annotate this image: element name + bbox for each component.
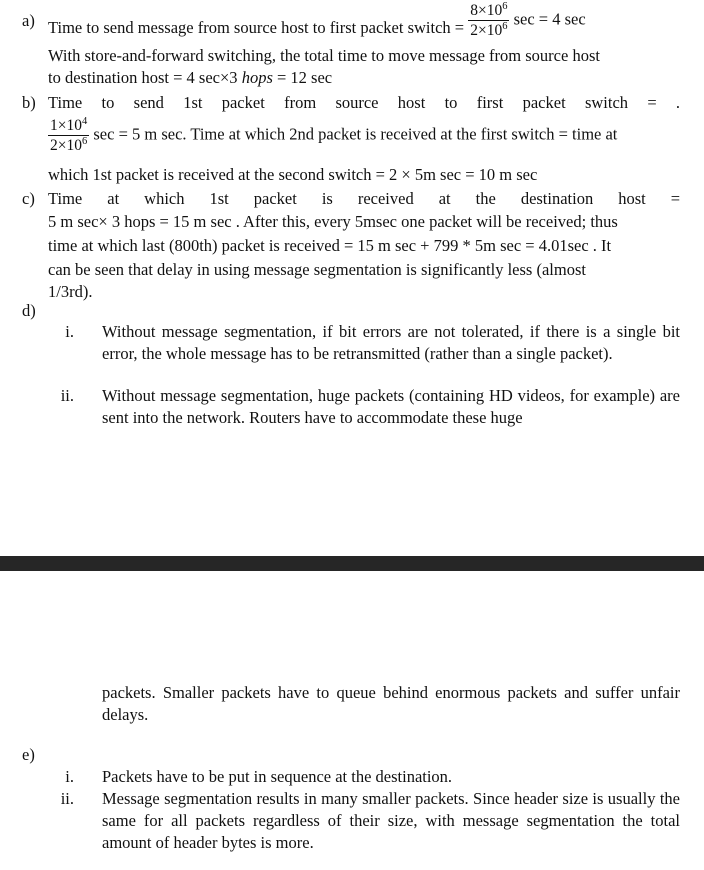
answer-a-line-3 <box>48 67 332 89</box>
answer-b-fraction <box>48 116 89 155</box>
word: Time <box>48 189 83 208</box>
answer-d-item-2-text: Without message segmentation, huge packets (containing HD videos, for example) are sent into the network. Routers have to accommodate these huge <box>102 386 680 427</box>
word: which <box>144 189 185 208</box>
word: host <box>618 189 646 208</box>
word: first <box>476 93 504 112</box>
answer-c-line-1 <box>48 188 680 210</box>
answer-d-continuation: packets. Smaller packets have to queue behind enormous packets and suffer unfair delays. <box>102 683 680 724</box>
word: switch <box>584 93 629 112</box>
word: = <box>647 93 657 112</box>
numerator-exponent: 6 <box>502 1 508 12</box>
answer-e-item-1-text: Packets have to be put in sequence at the destination. <box>102 767 453 786</box>
word: from <box>284 93 317 112</box>
answer-e-item-1-number: i. <box>65 767 74 786</box>
answer-c-line-5: 1/3rd). <box>48 282 93 301</box>
numerator-exponent: 4 <box>82 116 88 127</box>
answer-c-line-4: can be seen that delay in using message segmentation is significantly less (almost <box>48 260 586 279</box>
word: send <box>133 93 164 112</box>
answer-a-label: a) <box>22 11 35 30</box>
word: received <box>357 189 414 208</box>
answer-c-label: c) <box>22 189 35 208</box>
word: the <box>475 189 496 208</box>
word: Time <box>48 93 83 112</box>
answer-d-item-2-number: ii. <box>60 386 74 405</box>
answer-a-line-3-hops: hops <box>241 68 273 87</box>
answer-b-line-3: which 1st packet is received at the second switch = 2 × 5m sec = 10 m sec <box>48 165 538 184</box>
word: to <box>101 93 115 112</box>
word: is <box>321 189 333 208</box>
word: = <box>670 189 681 208</box>
answer-b-label: b) <box>22 93 36 112</box>
word: at <box>107 189 120 208</box>
answer-a-line-1 <box>48 1 586 40</box>
fraction-denominator: 2×10 <box>50 137 82 154</box>
word: at <box>438 189 451 208</box>
word: . <box>675 93 681 112</box>
answer-c-line-2: 5 m sec× 3 hops = 15 m sec . After this, every 5msec one packet will be received; thus <box>48 212 618 231</box>
answer-a-line-1-result: sec = 4 sec <box>513 9 586 29</box>
denominator-exponent: 6 <box>82 136 88 147</box>
answer-b-line-2-text: sec = 5 m sec. Time at which 2nd packet is received at the first switch = time at <box>93 124 618 144</box>
answer-d-item-1-text: Without message segmentation, if bit errors are not tolerated, if there is a single bit error, the whole message has to be retransmitted (rather than a single packet). <box>102 322 680 363</box>
answer-a-fraction <box>468 1 509 40</box>
word: to <box>444 93 458 112</box>
fraction-numerator: 8×10 <box>470 2 503 19</box>
word: 1st <box>183 93 203 112</box>
fraction-denominator: 2×10 <box>470 22 503 39</box>
answer-b-line-2 <box>48 116 617 155</box>
word: packet <box>522 93 566 112</box>
answer-d-item-1-number: i. <box>65 322 74 341</box>
word: packet <box>221 93 265 112</box>
answer-c-line-3: time at which last (800th) packet is received = 15 m sec + 799 * 5m sec = 4.01sec . It <box>48 236 612 255</box>
answer-d-label: d) <box>22 301 36 320</box>
fraction-numerator: 1×10 <box>50 117 82 134</box>
word: source <box>335 93 379 112</box>
word: host <box>397 93 426 112</box>
answer-a-line-3-post: = 12 sec <box>272 68 333 87</box>
answer-b-line-1 <box>48 92 680 114</box>
word: 1st <box>209 189 229 208</box>
page-divider <box>0 556 704 571</box>
answer-a-line-1-text: Time to send message from source host to first packet switch = <box>48 18 469 38</box>
answer-e-item-2-text: Message segmentation results in many smaller packets. Since header size is usually the same for all packets regardless of their size, with message segmentation the total amount of header bytes is more. <box>102 789 680 852</box>
word: destination <box>520 189 594 208</box>
denominator-exponent: 6 <box>502 21 508 32</box>
word: packet <box>253 189 297 208</box>
answer-a-line-3-pre: to destination host = 4 sec×3 <box>48 68 242 87</box>
answer-e-item-2-number: ii. <box>60 789 74 808</box>
answer-a-line-2: With store-and-forward switching, the total time to move message from source host <box>48 46 600 65</box>
answer-e-label: e) <box>22 745 35 764</box>
